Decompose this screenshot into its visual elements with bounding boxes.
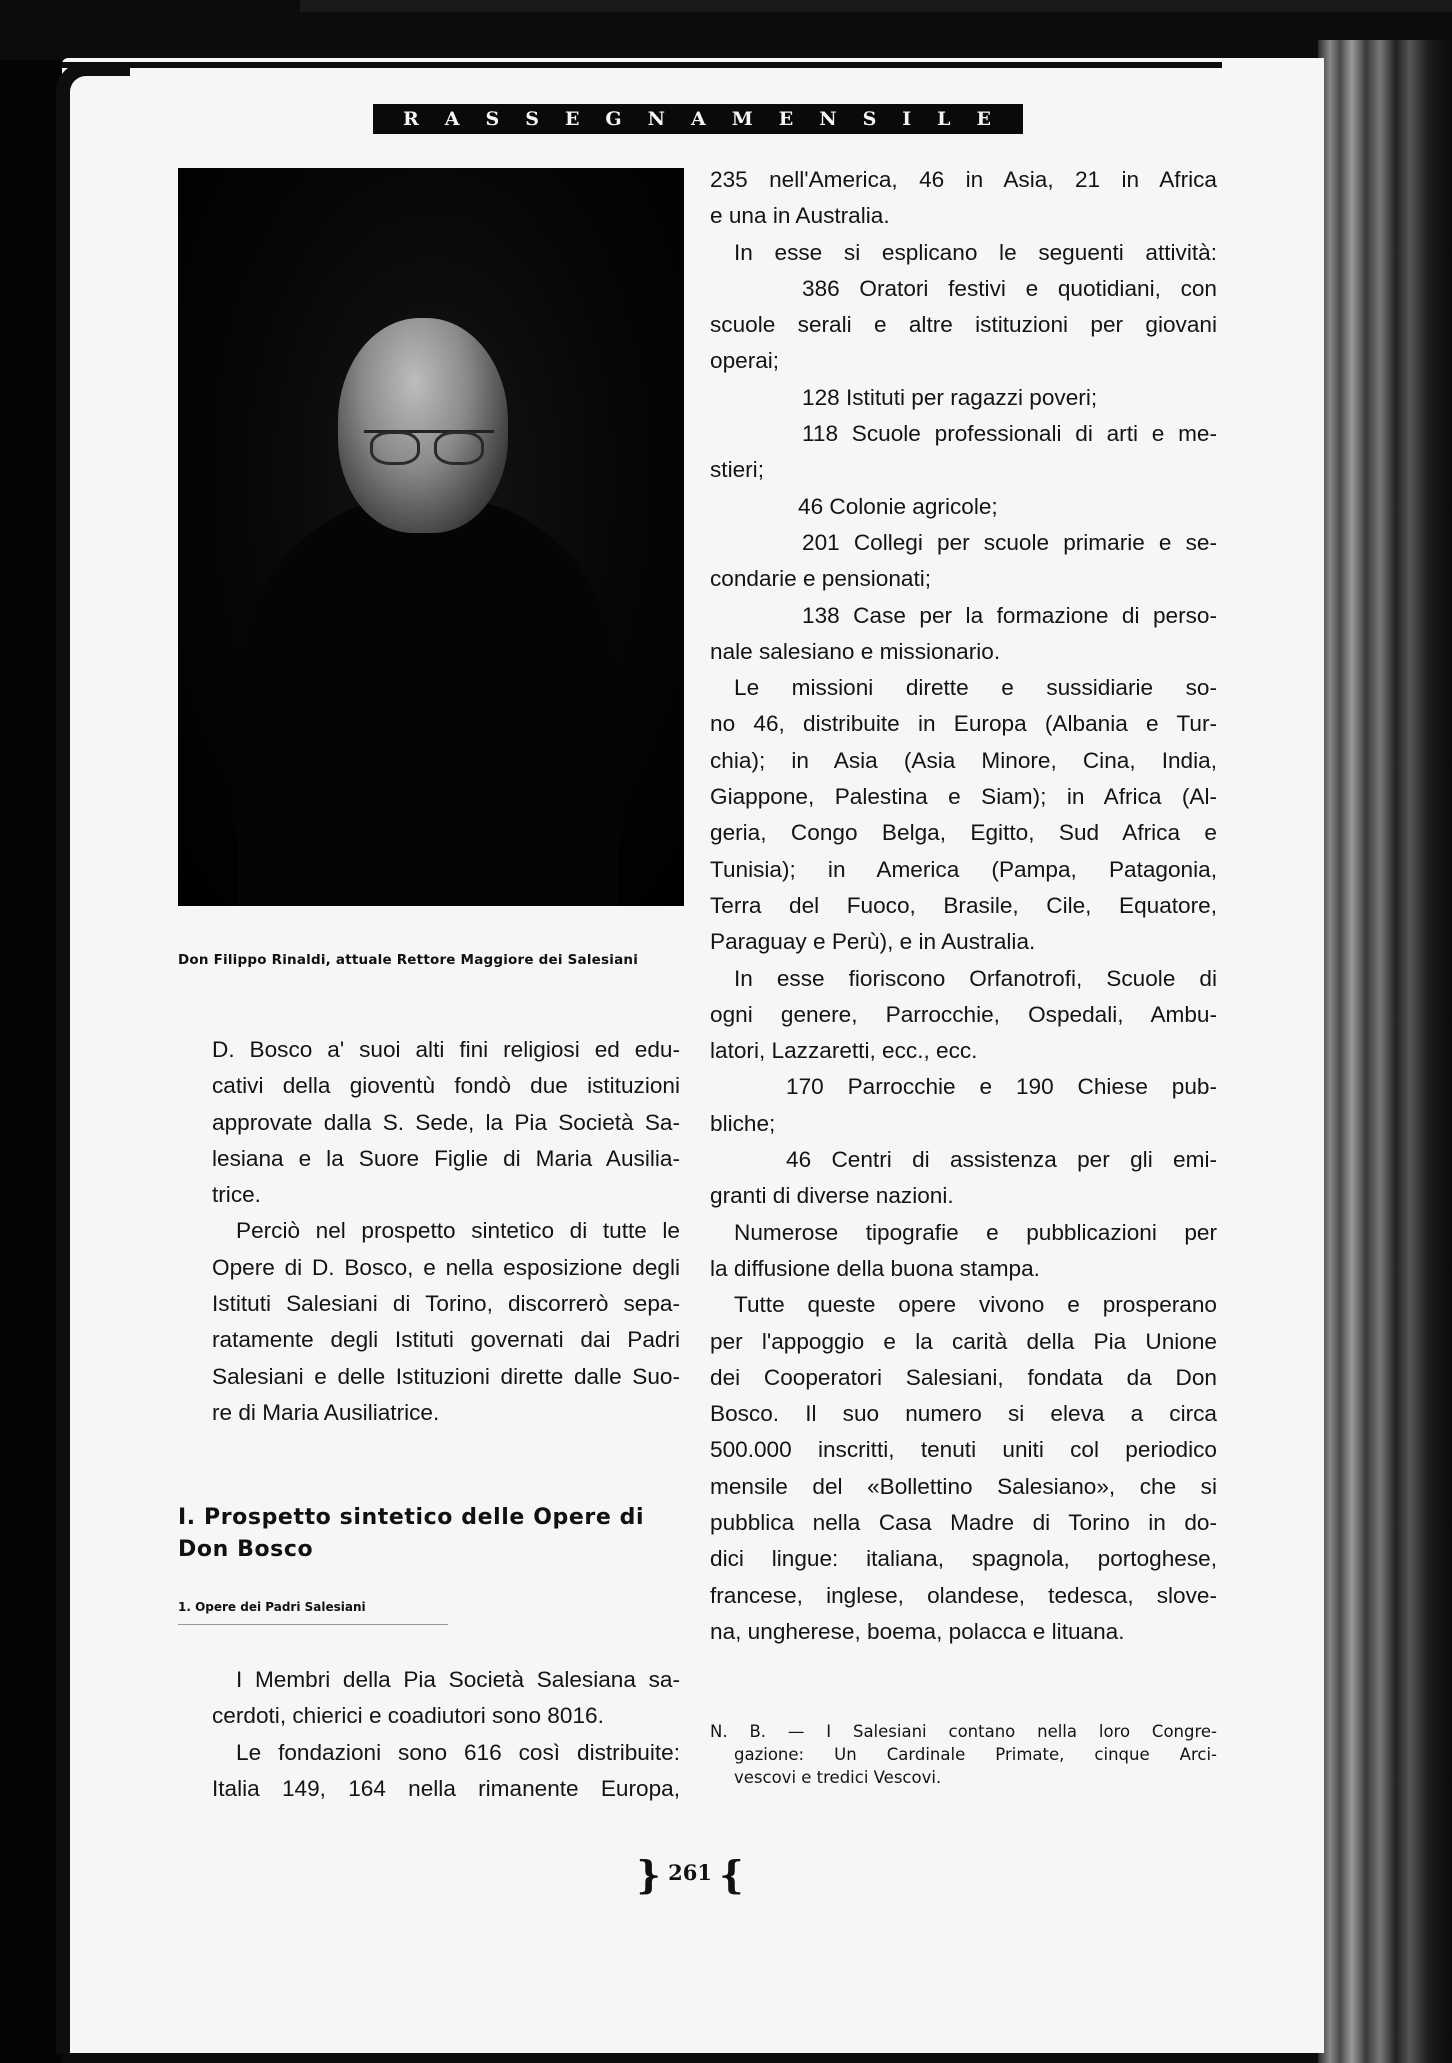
subsection-title: 1. Opere dei Padri Salesiani (178, 1600, 366, 1614)
text-line: 386 Oratori festivi e quotidiani, con (802, 275, 1217, 301)
text-line: Paraguay e Perù), e in Australia. (710, 929, 1036, 955)
text-line: stieri; (710, 457, 764, 483)
photo-caption: Don Filippo Rinaldi, attuale Rettore Maggiore dei Salesiani (178, 952, 639, 968)
portrait-head (338, 318, 508, 533)
text-line: mensile del «Bollettino Salesiano», che si (710, 1473, 1217, 1499)
text-line: approvate dalla S. Sede, la Pia Società Sa- (212, 1109, 680, 1135)
text-line: la diffusione della buona stampa. (710, 1255, 1040, 1281)
note-line: gazione: Un Cardinale Primate, cinque Arci- (734, 1745, 1217, 1764)
text-line: Tutte queste opere vivono e prosperano (734, 1292, 1217, 1318)
text-line: cerdoti, chierici e coadiutori sono 8016. (212, 1703, 604, 1729)
note-line: N. B. — I Salesiani contano nella loro Congre- (710, 1722, 1217, 1741)
text-line: e una in Australia. (710, 203, 890, 229)
frame-top-rule (62, 62, 1222, 68)
text-line: no 46, distribuite in Europa (Albania e Tur- (710, 711, 1217, 737)
text-line: cativi della gioventù fondò due istituzioni (212, 1073, 680, 1099)
text-line: Salesiani e delle Istituzioni dirette dalle Suo- (212, 1363, 680, 1389)
banner-letter: R (402, 108, 421, 130)
page-number-text: 261 (668, 1860, 712, 1885)
text-line: bliche; (710, 1110, 776, 1136)
text-line: Tunisia); in America (Pampa, Patagonia, (710, 856, 1217, 882)
page-number (630, 1852, 750, 1897)
portrait-photo (178, 168, 684, 906)
text-line: Istituti Salesiani di Torino, discorrerò sepa- (212, 1291, 680, 1317)
text-line: na, ungherese, boema, polacca e lituana. (710, 1618, 1125, 1644)
banner-letter: I (902, 108, 914, 130)
text-line: nale salesiano e missionario. (710, 638, 1001, 664)
banner-letter: S (862, 108, 879, 130)
frame-left-rule (56, 96, 70, 2054)
left-brace-ornament: } (636, 1852, 661, 1897)
text-line: 138 Case per la formazione di perso- (802, 602, 1217, 628)
text-line: Le missioni dirette e sussidiarie so- (734, 675, 1217, 701)
text-line: 46 Colonie agricole; (798, 493, 998, 519)
text-line: D. Bosco a' suoi alti fini religiosi ed edu- (212, 1037, 680, 1062)
banner-letter: S (525, 108, 541, 130)
text-line: Opere di D. Bosco, e nella esposizione degli (212, 1254, 680, 1280)
text-line: geria, Congo Belga, Egitto, Sud Africa e (710, 820, 1217, 846)
text-line: Numerose tipografie e pubblicazioni per (734, 1219, 1217, 1245)
banner-letter: E (564, 108, 582, 130)
text-line: 46 Centri di assistenza per gli emi- (786, 1147, 1217, 1173)
text-line: Perciò nel prospetto sintetico di tutte le (236, 1218, 680, 1244)
section-title: I. Prospetto sintetico delle Opere di Don Bosco (178, 1505, 645, 1562)
text-line: 235 nell'America, 46 in Asia, 21 in Africa (710, 167, 1217, 192)
text-line: Terra del Fuoco, Brasile, Cile, Equatore, (710, 892, 1217, 918)
book-page-edges (1318, 40, 1452, 2063)
banner-letter: A (690, 108, 708, 130)
text-line: In esse fioriscono Orfanotrofi, Scuole di (734, 965, 1217, 991)
footnote-nb (710, 1720, 1217, 1789)
banner-letter: E (778, 108, 796, 130)
text-line: trice. (212, 1182, 261, 1208)
left-column-continued (212, 1662, 680, 1807)
text-line: scuole serali e altre istituzioni per giovani (710, 312, 1217, 338)
text-line: ogni genere, Parrocchie, Ospedali, Ambu- (710, 1001, 1217, 1027)
text-line: In esse si esplicano le seguenti attività: (734, 239, 1217, 265)
text-line: Le fondazioni sono 616 così distribuite: (236, 1739, 680, 1765)
text-line: francese, inglese, olandese, tedesca, slove- (710, 1582, 1217, 1608)
text-line: I Membri della Pia Società Salesiana sa- (236, 1667, 680, 1692)
right-column (710, 162, 1217, 1650)
note-line: vescovi e tredici Vescovi. (734, 1768, 942, 1787)
text-line: 170 Parrocchie e 190 Chiese pub- (786, 1074, 1217, 1100)
right-brace-ornament: { (719, 1852, 744, 1897)
text-line: per l'appoggio e la carità della Pia Unione (710, 1328, 1217, 1354)
text-line: operai; (710, 348, 780, 374)
text-line: Italia 149, 164 nella rimanente Europa, (212, 1775, 680, 1801)
text-line: Bosco. Il suo numero si eleva a circa (710, 1401, 1217, 1427)
text-line: dici lingue: italiana, spagnola, portoghese, (710, 1546, 1217, 1572)
banner-letter: G (605, 108, 624, 130)
banner-letter: S (485, 108, 502, 130)
text-line: re di Maria Ausiliatrice. (212, 1399, 440, 1425)
text-line: 500.000 inscritti, tenuti uniti col periodico (710, 1437, 1217, 1463)
banner-letter: N (647, 108, 667, 130)
portrait-glasses (364, 430, 494, 463)
text-line: chia); in Asia (Asia Minore, Cina, India, (710, 747, 1217, 773)
text-line: 201 Collegi per scuole primarie e se- (802, 529, 1217, 555)
banner-letter: N (819, 108, 839, 130)
text-line: condarie e pensionati; (710, 566, 932, 592)
text-line: granti di diverse nazioni. (710, 1183, 954, 1209)
banner-letter: E (976, 108, 993, 130)
portrait-body (238, 498, 618, 906)
text-line: 128 Istituti per ragazzi poveri; (802, 384, 1098, 410)
scan-border-left (0, 60, 62, 2063)
text-line: ratamente degli Istituti governati dai Padri (212, 1327, 680, 1353)
banner-letter: L (937, 108, 953, 130)
banner-letter: M (731, 108, 755, 130)
text-line: Giappone, Palestina e Siam); in Africa (Al- (710, 784, 1217, 810)
subsection-rule (178, 1624, 448, 1625)
text-line: lesiana e la Suore Figlie di Maria Ausilia- (212, 1145, 680, 1171)
left-column (212, 1032, 680, 1431)
text-line: pubblica nella Casa Madre di Torino in do- (710, 1509, 1217, 1535)
text-line: dei Cooperatori Salesiani, fondata da Don (710, 1364, 1217, 1390)
text-line: 118 Scuole professionali di arti e me- (802, 421, 1217, 447)
banner-letter: A (444, 108, 462, 130)
scan-border-top (300, 0, 1452, 12)
text-line: latori, Lazzaretti, ecc., ecc. (710, 1038, 978, 1064)
header-banner (373, 104, 1023, 134)
